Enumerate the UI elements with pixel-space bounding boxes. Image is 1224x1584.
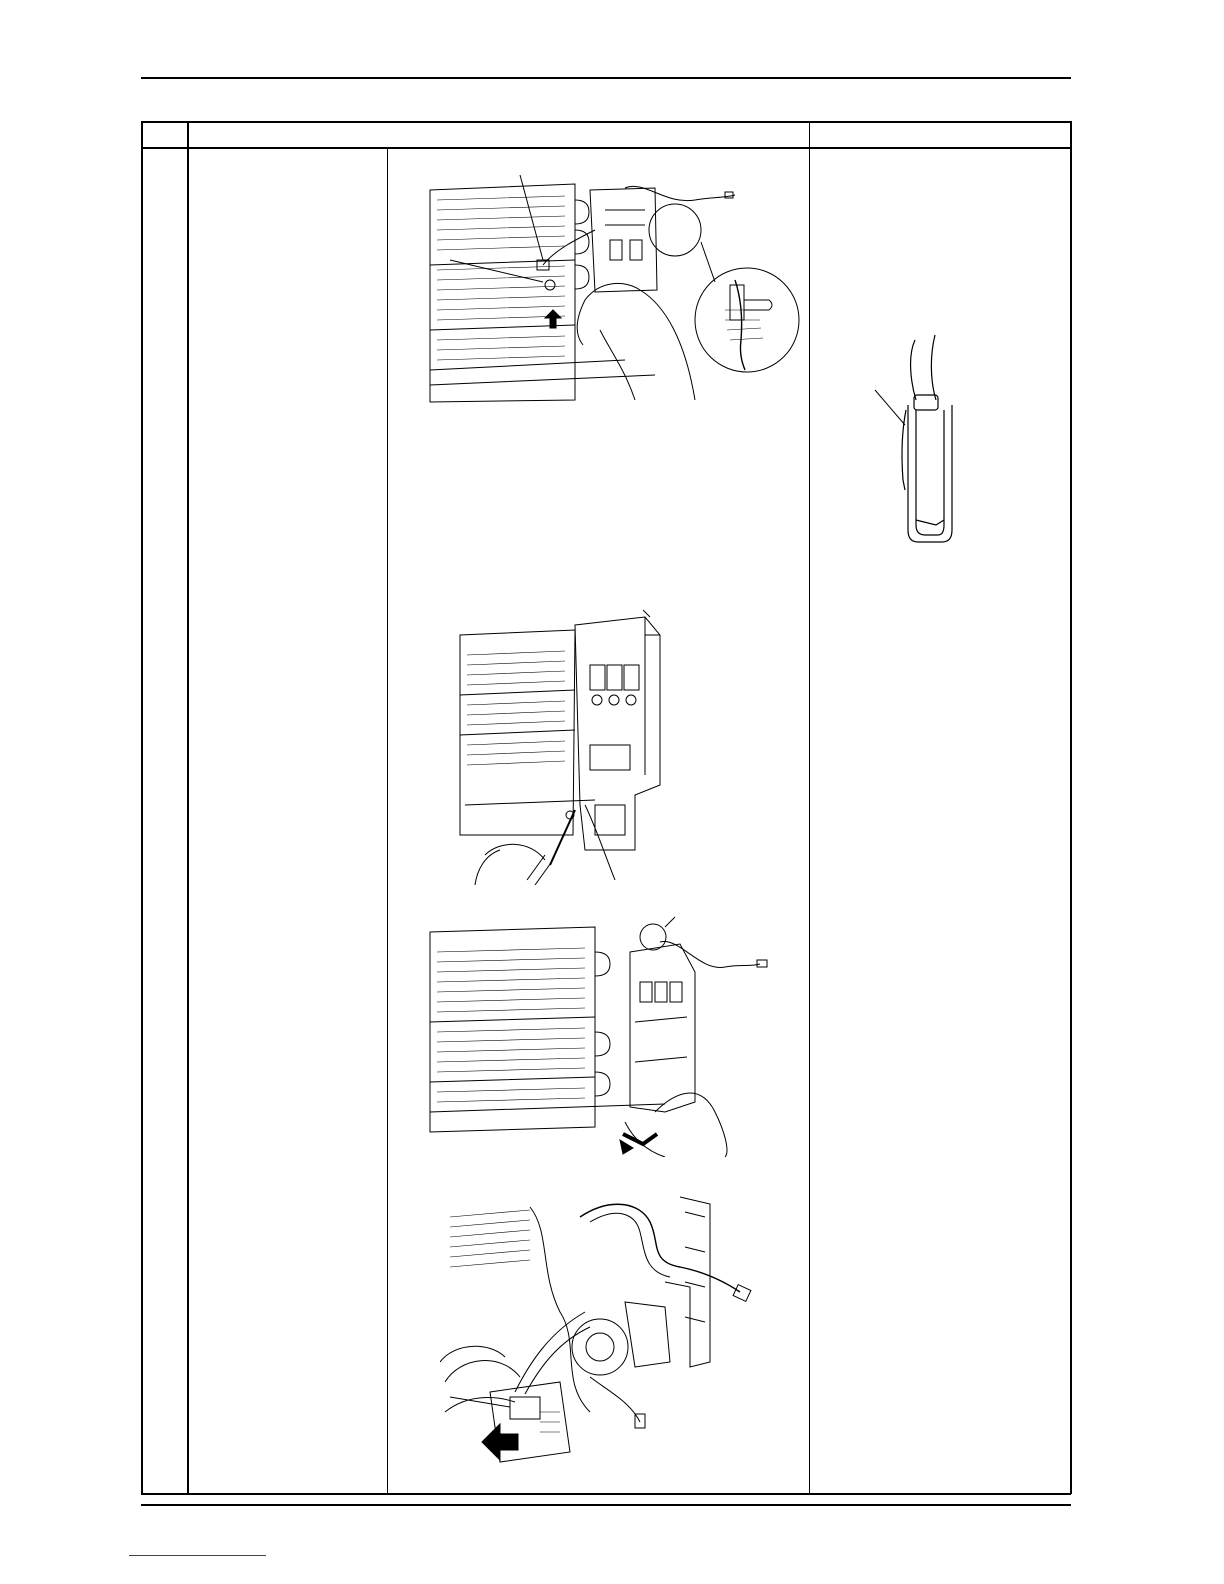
header-rule xyxy=(141,77,1071,79)
footer-text xyxy=(141,1510,1071,1526)
table-header-divider xyxy=(141,147,1071,149)
points-column-divider xyxy=(809,121,810,1494)
thermistor-removal-illustration xyxy=(425,170,805,410)
table-left-border xyxy=(141,121,143,1494)
step-column-divider xyxy=(187,121,189,1494)
table-bottom-border xyxy=(141,1493,1071,1495)
table-right-border xyxy=(1070,121,1072,1494)
electrical-box-removal-illustration xyxy=(425,912,775,1157)
table-top-border xyxy=(141,121,1071,123)
footer-underline xyxy=(129,1555,266,1556)
screwdriver-electrical-box-illustration xyxy=(455,605,675,885)
footer-rule xyxy=(141,1504,1071,1506)
thermistor-clip-illustration xyxy=(870,330,975,550)
header-text xyxy=(141,58,1071,74)
header-cell-points xyxy=(814,126,1064,144)
header-cell-step xyxy=(145,126,185,144)
header-cell-procedure xyxy=(192,126,802,144)
connector-disconnect-illustration xyxy=(440,1192,770,1470)
procedure-column-divider xyxy=(387,147,388,1494)
